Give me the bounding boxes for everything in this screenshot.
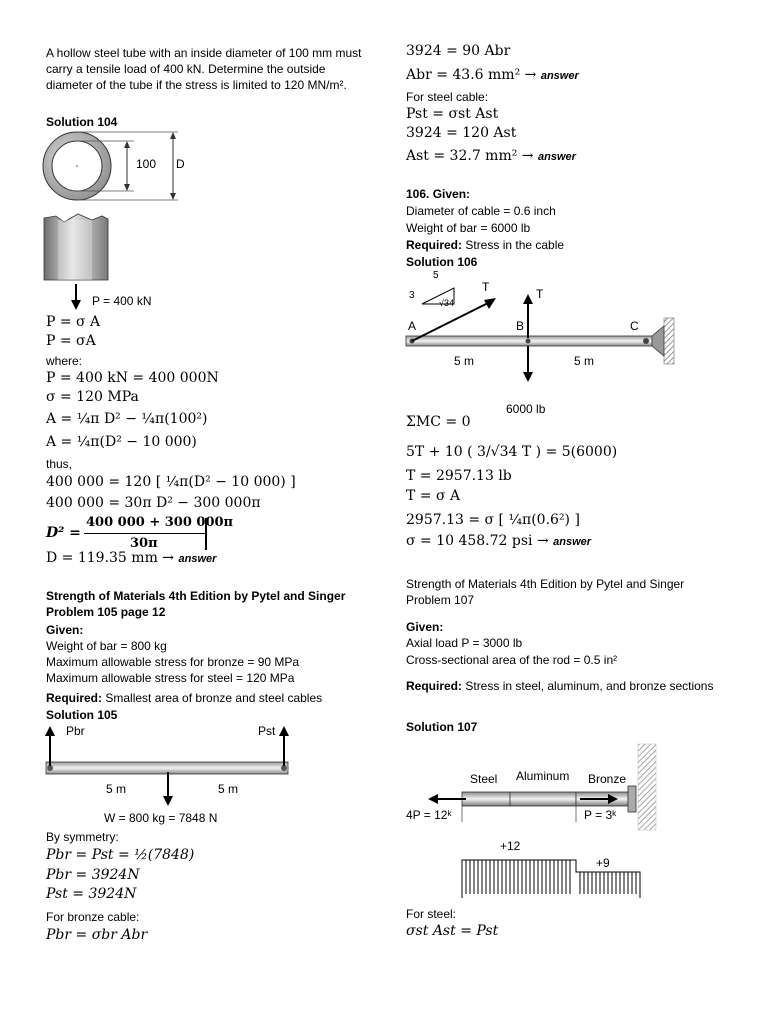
left-load-label: 4P = 12ᵏ bbox=[406, 808, 452, 822]
steel-cable-label: For steel cable: bbox=[406, 90, 489, 104]
required-label: Required: bbox=[46, 691, 103, 705]
eq-105-2: Pbr = 3924N bbox=[46, 867, 140, 883]
right-load-label: P = 3ᵏ bbox=[584, 808, 617, 822]
weight-label: 6000 lb bbox=[506, 402, 546, 416]
eq-105-5: 3924 = 90 Abr bbox=[406, 43, 511, 59]
eq-106-1: ΣMC = 0 bbox=[406, 414, 471, 430]
required-106 bbox=[406, 237, 564, 253]
eq-105-8: 3924 = 120 Ast bbox=[406, 125, 517, 141]
load-label: P = 400 kN bbox=[92, 294, 152, 308]
eq-104-8: 400 000 = 30π D² − 300 000π bbox=[46, 495, 261, 511]
eq-105-9 bbox=[406, 147, 576, 166]
eq-105-7: Pst = σst Ast bbox=[406, 106, 499, 122]
answer-label: answer bbox=[553, 536, 592, 548]
axial-diagram-plus12: +12 bbox=[500, 839, 521, 853]
outer-diameter-label: D bbox=[176, 157, 185, 171]
solution-105-title: Solution 105 bbox=[46, 708, 118, 722]
required-text: Stress in steel, aluminum, and bronze sections bbox=[462, 679, 714, 693]
eq-104-7: 400 000 = 120 [ ¼π(D² − 10 000) ] bbox=[46, 474, 296, 490]
tension-label: T bbox=[536, 287, 544, 301]
dimension-5m: 5 m bbox=[454, 354, 475, 368]
answer-label: answer bbox=[537, 151, 576, 163]
eq-105-9-text: Ast = 32.7 mm² → bbox=[406, 148, 534, 164]
eq-104-9-numerator: 400 000 + 300 000π bbox=[86, 515, 234, 530]
given-label: Given: bbox=[406, 620, 444, 634]
required-label: Required: bbox=[406, 679, 463, 693]
problem-106-title: 106. Given: bbox=[406, 187, 471, 201]
required-105 bbox=[46, 690, 322, 706]
eq-106-2: 5T + 10 ( 3/√34 T ) = 5(6000) bbox=[406, 444, 618, 460]
thus-label: thus, bbox=[46, 457, 73, 471]
solution-106-title: Solution 106 bbox=[406, 255, 478, 269]
eq-104-10 bbox=[46, 549, 216, 568]
problem-105-book: Strength of Materials 4th Edition by Pytel and Singer Problem 105 page 12 bbox=[46, 589, 346, 619]
eq-107-1: σst Ast = Pst bbox=[406, 923, 499, 939]
dimension-5m: 5 m bbox=[218, 782, 239, 796]
fraction-bar bbox=[84, 533, 206, 534]
weight-label: W = 800 kg = 7848 N bbox=[104, 811, 218, 825]
steel-label: Steel bbox=[470, 772, 498, 786]
answer-label: answer bbox=[178, 553, 217, 565]
eq-106-3: T = 2957.13 lb bbox=[406, 468, 512, 484]
required-107 bbox=[406, 678, 728, 694]
for-steel-label: For steel: bbox=[406, 907, 457, 921]
dimension-5m: 5 m bbox=[574, 354, 595, 368]
solution-107-title: Solution 107 bbox=[406, 720, 478, 734]
symmetry-label: By symmetry: bbox=[46, 830, 119, 844]
solution-104-title: Solution 104 bbox=[46, 115, 118, 129]
eq-105-6-text: Abr = 43.6 mm² → bbox=[406, 67, 537, 83]
given-item: Maximum allowable stress for steel = 120 MPa bbox=[46, 671, 295, 685]
bronze-cable-label: For bronze cable: bbox=[46, 910, 140, 924]
pbr-label: Pbr bbox=[66, 724, 85, 738]
required-text: Stress in the cable bbox=[462, 238, 565, 252]
problem-104-statement: A hollow steel tube with an inside diameter of 100 mm must carry a tensile load of 400 kN. Determine the outside diameter of the tube if the stress is limited to 120 MN/m². bbox=[46, 46, 362, 92]
eq-104-10-text: D = 119.35 mm → bbox=[46, 550, 175, 566]
eq-104-9-lhs: D² = bbox=[46, 525, 81, 541]
eq-105-6 bbox=[406, 66, 579, 85]
point-a: A bbox=[408, 319, 417, 333]
point-c: C bbox=[630, 319, 639, 333]
required-text: Smallest area of bronze and steel cables bbox=[102, 691, 323, 705]
rod-107-figure bbox=[426, 742, 666, 898]
axial-diagram-plus9: +9 bbox=[596, 856, 610, 870]
slope-root: √34 bbox=[439, 298, 454, 308]
given-item: Weight of bar = 800 kg bbox=[46, 639, 167, 653]
bronze-label: Bronze bbox=[588, 772, 627, 786]
tube-figure bbox=[42, 128, 192, 310]
eq-105-4: Pbr = σbr Abr bbox=[46, 927, 148, 943]
eq-104-9 bbox=[46, 514, 234, 551]
eq-104-3: P = 400 kN = 400 000N bbox=[46, 370, 219, 386]
dimension-5m: 5 m bbox=[106, 782, 127, 796]
eq-104-5: A = ¼π D² − ¼π(100²) bbox=[46, 411, 208, 427]
given-item: Cross-sectional area of the rod = 0.5 in² bbox=[406, 653, 618, 667]
where-label: where: bbox=[46, 354, 83, 368]
required-label: Required: bbox=[406, 238, 463, 252]
cursor-bar bbox=[205, 518, 207, 550]
eq-104-4: σ = 120 MPa bbox=[46, 389, 139, 405]
given-item: Diameter of cable = 0.6 inch bbox=[406, 204, 556, 218]
eq-106-6 bbox=[406, 532, 591, 551]
given-label: Given: bbox=[46, 623, 84, 637]
given-item: Maximum allowable stress for bronze = 90 MPa bbox=[46, 655, 300, 669]
eq-104-6: A = ¼π(D² − 10 000) bbox=[46, 434, 197, 450]
eq-106-5: 2957.13 = σ [ ¼π(0.6²) ] bbox=[406, 512, 580, 528]
eq-106-6-text: σ = 10 458.72 psi → bbox=[406, 533, 549, 549]
slope-five: 5 bbox=[433, 270, 439, 281]
point-b: B bbox=[516, 319, 525, 333]
given-item: Weight of bar = 6000 lb bbox=[406, 221, 531, 235]
tension-label: T bbox=[482, 280, 490, 294]
answer-label: answer bbox=[540, 70, 579, 82]
eq-106-4: T = σ A bbox=[406, 488, 461, 504]
eq-104-9-denominator: 30π bbox=[130, 536, 158, 551]
aluminum-label: Aluminum bbox=[516, 769, 570, 783]
pst-label: Pst bbox=[258, 724, 276, 738]
slope-three: 3 bbox=[409, 290, 415, 301]
eq-104-1: P = σ A bbox=[46, 314, 101, 330]
eq-104-2: P = σA bbox=[46, 333, 96, 349]
eq-105-1: Pbr = Pst = ½(7848) bbox=[46, 847, 195, 863]
given-item: Axial load P = 3000 lb bbox=[406, 636, 523, 650]
inner-diameter-label: 100 bbox=[136, 157, 157, 171]
eq-105-3: Pst = 3924N bbox=[46, 886, 137, 902]
problem-107-book: Strength of Materials 4th Edition by Pytel and Singer Problem 107 bbox=[406, 577, 685, 607]
